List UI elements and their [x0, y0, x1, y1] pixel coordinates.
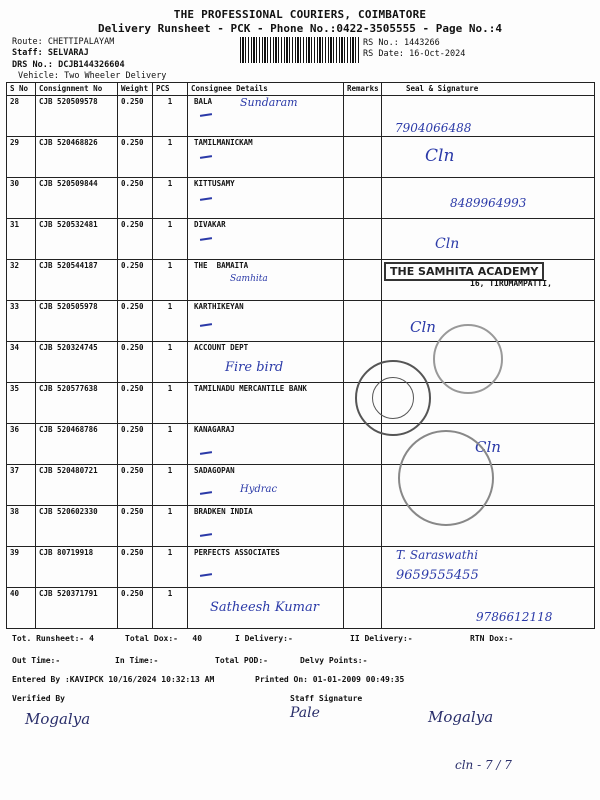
col-consignee: Consignee Details	[188, 83, 344, 96]
row-consignment: CJB 80719918	[36, 547, 118, 588]
row-pcs: 1	[153, 424, 188, 465]
handwritten-phone: 9786612118	[476, 610, 553, 624]
row-consignment: CJB 520509578	[36, 96, 118, 137]
seal-stamp: THE SAMHITA ACADEMY	[384, 262, 544, 281]
row-remarks	[344, 588, 382, 629]
row-consignment: CJB 520602330	[36, 506, 118, 547]
rs-no-line	[363, 38, 440, 48]
row-consignment: CJB 520324745	[36, 342, 118, 383]
row-consignee: THE BAMAITA	[188, 260, 344, 301]
row-remarks	[344, 506, 382, 547]
row-weight: 0.250	[118, 424, 153, 465]
col-consignment: Consignment No	[36, 83, 118, 96]
rs-date-value: 16-Oct-2024	[409, 49, 466, 59]
row-sno: 38	[7, 506, 36, 547]
rtn-dox: RTN Dox:-	[470, 634, 514, 643]
row-remarks	[344, 547, 382, 588]
row-weight: 0.250	[118, 301, 153, 342]
runsheet-table	[6, 82, 595, 629]
table-row	[7, 424, 595, 465]
i-delivery: I Delivery:-	[235, 634, 293, 643]
row-sno: 30	[7, 178, 36, 219]
staff-signature-label: Staff Signature	[290, 694, 363, 703]
table-row	[7, 465, 595, 506]
row-sno: 28	[7, 96, 36, 137]
total-dox: Total Dox:- 40	[125, 634, 203, 643]
table-row	[7, 301, 595, 342]
row-weight: 0.250	[118, 588, 153, 629]
staff-value: SELVARAJ	[47, 48, 89, 58]
row-seal	[382, 137, 595, 178]
handwritten-name: Satheesh Kumar	[210, 600, 319, 615]
row-pcs: 1	[153, 342, 188, 383]
row-pcs: 1	[153, 96, 188, 137]
row-weight: 0.250	[118, 383, 153, 424]
row-pcs: 1	[153, 137, 188, 178]
seal-address: 16, TIRUMAMPATTI,	[470, 279, 552, 288]
col-pcs: PCS	[153, 83, 188, 96]
col-weight: Weight	[118, 83, 153, 96]
row-consignment: CJB 520509844	[36, 178, 118, 219]
handwritten-sign: Cln	[425, 146, 455, 166]
row-consignee: SADAGOPAN	[188, 465, 344, 506]
handwritten-name: Hydrac	[240, 484, 278, 495]
company-stamp-icon	[398, 430, 494, 526]
row-consignee: KITTUSAMY	[188, 178, 344, 219]
row-consignment: CJB 520532481	[36, 219, 118, 260]
table-row	[7, 137, 595, 178]
row-remarks	[344, 260, 382, 301]
vehicle-value: Two Wheeler Delivery	[64, 71, 167, 81]
route-line	[12, 37, 114, 47]
table-row	[7, 547, 595, 588]
row-remarks	[344, 465, 382, 506]
row-pcs: 1	[153, 506, 188, 547]
sheet-subtitle: Delivery Runsheet - PCK - Phone No.:0422-3505555 - Page No.:4	[98, 22, 502, 35]
bank-stamp-inner-icon	[372, 377, 414, 419]
handwritten-sign: Cln	[410, 318, 436, 336]
row-pcs: 1	[153, 219, 188, 260]
row-weight: 0.250	[118, 219, 153, 260]
row-pcs: 1	[153, 178, 188, 219]
handwritten-phone: 7904066488	[395, 121, 472, 135]
row-weight: 0.250	[118, 465, 153, 506]
row-sno: 40	[7, 588, 36, 629]
row-consignment: CJB 520544187	[36, 260, 118, 301]
rs-date-label: RS Date:	[363, 49, 404, 59]
staff-signature: Pale	[290, 705, 320, 721]
delvy-points: Delvy Points:-	[300, 656, 368, 665]
table-row	[7, 342, 595, 383]
handwritten-sign: Cln	[475, 438, 501, 456]
row-sno: 37	[7, 465, 36, 506]
handwritten-name: Fire bird	[225, 360, 284, 375]
row-sno: 39	[7, 547, 36, 588]
row-consignment: CJB 520480721	[36, 465, 118, 506]
row-seal	[382, 219, 595, 260]
rs-date-line	[363, 49, 465, 59]
row-sno: 33	[7, 301, 36, 342]
row-remarks	[344, 219, 382, 260]
handwritten-sign: Cln	[435, 236, 460, 252]
rs-no-label: RS No.:	[363, 38, 399, 48]
row-remarks	[344, 178, 382, 219]
row-consignment: CJB 520371791	[36, 588, 118, 629]
row-sno: 31	[7, 219, 36, 260]
row-weight: 0.250	[118, 96, 153, 137]
total-pod: Total POD:-	[215, 656, 268, 665]
entered-by: Entered By :KAVIPCK 10/16/2024 10:32:13 AM	[12, 675, 215, 684]
row-consignee: PERFECTS ASSOCIATES	[188, 547, 344, 588]
row-sno: 32	[7, 260, 36, 301]
handwritten-phone: 9659555455	[396, 568, 479, 583]
col-seal: Seal & Signature	[382, 83, 595, 96]
row-consignee: BALA	[188, 96, 344, 137]
drs-line	[12, 60, 125, 70]
company-title: THE PROFESSIONAL COURIERS, COIMBATORE	[173, 8, 427, 21]
verified-signature: Mogalya	[25, 710, 91, 728]
staff-label: Staff:	[12, 48, 43, 58]
vehicle-label: Vehicle:	[18, 71, 59, 81]
row-remarks	[344, 301, 382, 342]
bottom-note: cln - 7 / 7	[455, 758, 512, 772]
staff-line	[12, 48, 89, 58]
ii-delivery: II Delivery:-	[350, 634, 413, 643]
row-consignee: KANAGARAJ	[188, 424, 344, 465]
handwritten-name: Samhita	[230, 274, 268, 284]
handwritten-phone: 8489964993	[450, 196, 527, 210]
row-pcs: 1	[153, 383, 188, 424]
row-weight: 0.250	[118, 506, 153, 547]
table-header-row	[7, 83, 595, 96]
drs-value: DCJB144326604	[58, 60, 125, 70]
row-pcs: 1	[153, 465, 188, 506]
row-consignee: DIVAKAR	[188, 219, 344, 260]
row-consignment: CJB 520468786	[36, 424, 118, 465]
barcode-icon	[240, 37, 360, 63]
round-stamp-icon	[433, 324, 503, 394]
row-weight: 0.250	[118, 178, 153, 219]
rs-no-value: 1443266	[403, 38, 440, 48]
row-weight: 0.250	[118, 547, 153, 588]
row-remarks	[344, 96, 382, 137]
route-value: CHETTIPALAYAM	[47, 37, 115, 47]
row-pcs: 1	[153, 301, 188, 342]
tot-runsheet: Tot. Runsheet:- 4	[12, 634, 94, 643]
row-consignment: CJB 520468826	[36, 137, 118, 178]
row-sno: 35	[7, 383, 36, 424]
col-sno: S No	[7, 83, 36, 96]
row-weight: 0.250	[118, 137, 153, 178]
row-consignee: TAMILNADU MERCANTILE BANK	[188, 383, 344, 424]
right-signature: Mogalya	[428, 708, 494, 726]
table-row	[7, 506, 595, 547]
row-consignee: TAMILMANICKAM	[188, 137, 344, 178]
handwritten-name: T. Saraswathi	[396, 548, 479, 562]
printed-on: Printed On: 01-01-2009 00:49:35	[255, 675, 405, 684]
row-consignment: CJB 520577638	[36, 383, 118, 424]
row-sno: 34	[7, 342, 36, 383]
table-row	[7, 219, 595, 260]
row-sno: 29	[7, 137, 36, 178]
vehicle-line	[18, 71, 166, 81]
row-consignee: KARTHIKEYAN	[188, 301, 344, 342]
row-pcs: 1	[153, 588, 188, 629]
row-remarks	[344, 137, 382, 178]
row-weight: 0.250	[118, 342, 153, 383]
col-remarks: Remarks	[344, 83, 382, 96]
row-consignment: CJB 520505978	[36, 301, 118, 342]
table-row	[7, 383, 595, 424]
row-sno: 36	[7, 424, 36, 465]
row-weight: 0.250	[118, 260, 153, 301]
verified-by-label: Verified By	[12, 694, 65, 703]
table-row	[7, 96, 595, 137]
row-pcs: 1	[153, 260, 188, 301]
handwritten-name: Sundaram	[240, 96, 298, 109]
row-consignee: ACCOUNT DEPT	[188, 342, 344, 383]
in-time: In Time:-	[115, 656, 159, 665]
route-label: Route:	[12, 37, 43, 47]
row-pcs: 1	[153, 547, 188, 588]
drs-label: DRS No.:	[12, 60, 53, 70]
row-consignee: BRADKEN INDIA	[188, 506, 344, 547]
out-time: Out Time:-	[12, 656, 61, 665]
